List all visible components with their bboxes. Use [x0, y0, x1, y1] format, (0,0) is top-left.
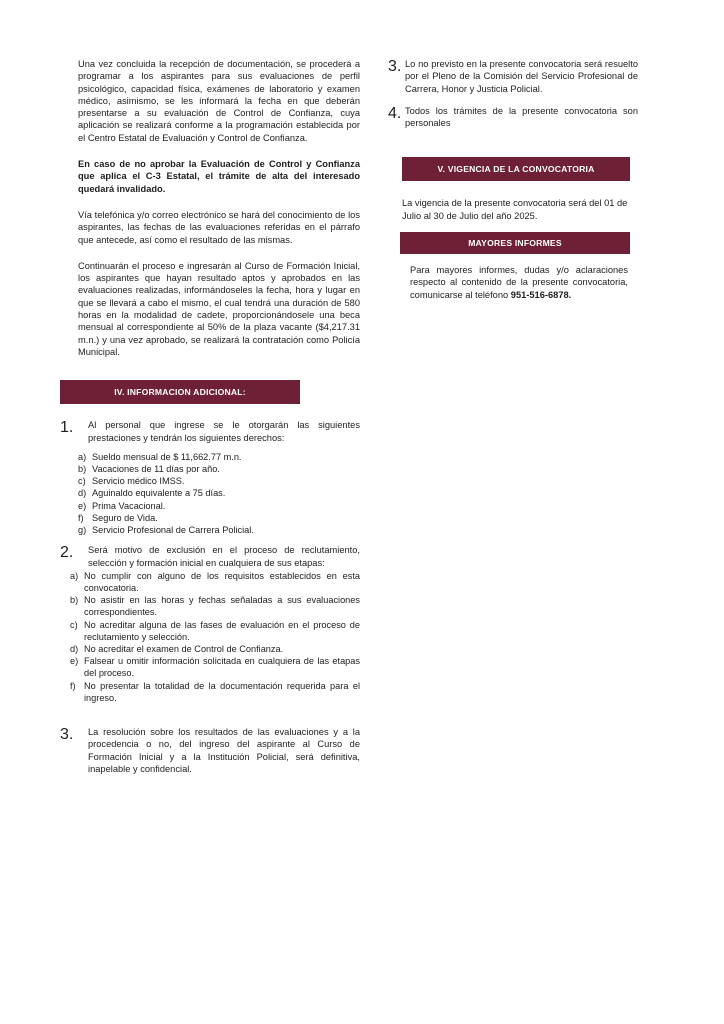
- item-number: 1.: [60, 419, 74, 437]
- sublist-text: Seguro de Vida.: [92, 512, 158, 523]
- sublist-item: [70, 619, 360, 643]
- paragraph-informes: [410, 264, 628, 301]
- sublist-text: Aguinaldo equivalente a 75 días.: [92, 488, 226, 499]
- item-text: Será motivo de exclusión en el proceso de reclutamiento, selección y formación inicial en cualquiera de sus etapas:: [88, 545, 360, 568]
- sublist-text: No asistir en las horas y fechas señaladas a sus evaluaciones correspondientes.: [84, 595, 360, 618]
- sublist-item: [70, 643, 360, 655]
- sublist-text: Servicio médico IMSS.: [92, 476, 185, 487]
- sublist-text: No acreditar alguna de las fases de evaluación en el proceso de reclutamiento y selección.: [84, 619, 360, 642]
- sublist-letter: d): [78, 488, 87, 499]
- right-column: [388, 58, 638, 301]
- section-header-label: MAYORES INFORMES: [468, 238, 562, 249]
- section-header-label: IV. INFORMACION ADICIONAL:: [114, 387, 246, 398]
- list-item-benefits: [60, 419, 360, 444]
- sublist-item: [78, 524, 360, 536]
- sublist-letter: a): [70, 570, 79, 581]
- paragraph-evaluations: Una vez concluida la recepción de documentación, se procederá a programar a los aspirantes para sus evaluaciones de perfil psicológico, capacidad física, exámenes de laboratorio y examen médico, asimismo, se les informará la fecha en que deberán presentarse a su evaluación de Control de Confianza, cuya aplicación se realizará conforme a la programación establecida por el Centro Estatal de Evaluación y Control de Confianza.: [78, 59, 360, 143]
- benefits-sublist: [78, 451, 360, 536]
- sublist-item: [70, 680, 360, 704]
- sublist-text: No acreditar el examen de Control de Confianza.: [84, 644, 284, 655]
- sublist-letter: a): [78, 451, 87, 462]
- section-header-label: V. VIGENCIA DE LA CONVOCATORIA: [437, 164, 595, 175]
- sublist-item: [70, 570, 360, 594]
- sublist-letter: f): [78, 512, 84, 523]
- item-number: 3.: [388, 58, 402, 75]
- sublist-item: [78, 512, 360, 524]
- sublist-letter: c): [78, 476, 86, 487]
- section-header-vigencia: [402, 157, 630, 181]
- sublist-item: [78, 487, 360, 499]
- item-number: 2.: [60, 544, 74, 562]
- sublist-letter: e): [78, 500, 87, 511]
- exclusion-sublist: [70, 570, 360, 704]
- section-header-mayores-informes: [400, 232, 630, 254]
- sublist-text: Falsear u omitir información solicitada en cualquiera de las etapas del proceso.: [84, 656, 360, 679]
- sublist-text: Prima Vacacional.: [92, 500, 166, 511]
- sublist-letter: b): [70, 595, 79, 606]
- sublist-letter: d): [70, 644, 79, 655]
- sublist-item: [78, 475, 360, 487]
- item-text: La resolución sobre los resultados de las evaluaciones y a la procedencia o no, del ingreso del aspirante al Curso de Formación Inicial y a la Institución Policial, será definitiva, inapelable y confidencial.: [88, 727, 360, 774]
- item-number: 3.: [60, 726, 74, 744]
- list-item-unforeseen: [388, 58, 638, 95]
- sublist-text: Sueldo mensual de $ 11,662.77 m.n.: [92, 451, 242, 462]
- paragraph-vigencia: La vigencia de la presente convocatoria será del 01 de Julio al 30 de Julio del año 2025.: [402, 198, 628, 221]
- list-item-personal: [388, 105, 638, 130]
- sublist-text: Servicio Profesional de Carrera Policial.: [92, 525, 254, 536]
- section-header-informacion-adicional: [60, 380, 300, 404]
- sublist-letter: c): [70, 619, 78, 630]
- sublist-letter: b): [78, 464, 87, 475]
- item-text: Lo no previsto en la presente convocatoria será resuelto por el Pleno de la Comisión del Servicio Profesional de Carrera, Honor y Justicia Policial.: [405, 59, 638, 94]
- list-item-resolution: [60, 726, 360, 775]
- item-text: Todos los trámites de la presente convocatoria son personales: [405, 105, 638, 129]
- sublist-item: [70, 594, 360, 618]
- item-text: Al personal que ingrese se le otorgarán las siguientes prestaciones y tendrán los siguientes derechos:: [88, 420, 360, 443]
- sublist-letter: e): [70, 656, 79, 667]
- sublist-item: [70, 655, 360, 679]
- sublist-item: [78, 463, 360, 475]
- sublist-text: No presentar la totalidad de la documentación requerida para el ingreso.: [84, 680, 360, 703]
- list-item-exclusion: [60, 544, 360, 569]
- sublist-item: [78, 500, 360, 512]
- sublist-letter: g): [78, 525, 87, 536]
- informes-text: Para mayores informes, dudas y/o aclaraciones respecto al contenido de la presente convocatoria, comunicarse al teléfono: [410, 265, 628, 300]
- item-number: 4.: [388, 104, 402, 122]
- left-column: [60, 58, 360, 775]
- paragraph-notification: Vía telefónica y/o correo electrónico se hará del conocimiento de los aspirantes, las fechas de las evaluaciones referidas en el párrafo que antecede, así como el resultado de las mismas.: [78, 209, 360, 245]
- paragraph-c3-warning: En caso de no aprobar la Evaluación de Control y Confianza que aplica el C-3 Estatal, el trámite de alta del interesado quedará invalidado.: [78, 159, 360, 194]
- sublist-letter: f): [70, 680, 76, 691]
- paragraph-training-course: Continuarán el proceso e ingresarán al Curso de Formación Inicial, los aspirantes que hayan resultado aptos y aprobados en las evaluaciones realizadas, informándoseles la fecha, hora y lugar en que se llevará a cabo el mismo, el cual tendrá una duración de 580 horas en la modalidad de cadete, proporcionándosele una beca mensual al correspondiente al 50% de la plaza vacante ($4,217.31 m.n.) y una vez aprobado, se realizará la contratación como Policía Municipal.: [78, 260, 360, 357]
- phone-number: 951-516-6878.: [510, 289, 572, 300]
- sublist-text: No cumplir con alguno de los requisitos establecidos en esta convocatoria.: [84, 570, 360, 594]
- sublist-item: [78, 451, 360, 463]
- sublist-text: Vacaciones de 11 días por año.: [92, 464, 220, 475]
